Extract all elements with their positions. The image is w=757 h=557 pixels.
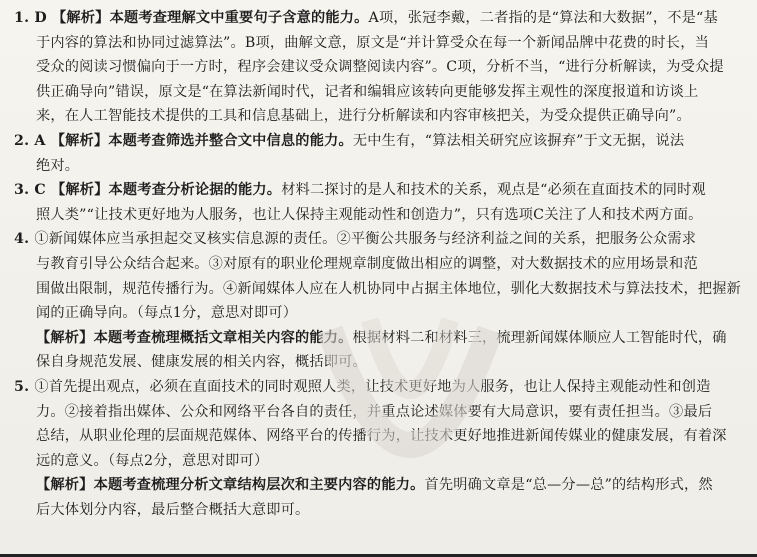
analysis-heading: 本题考查分析论据的能力。: [108, 182, 282, 199]
answer-line: [14, 449, 743, 474]
answer-text: A项，张冠李戴，二者指的是“算法和大数据”，不是“基: [368, 10, 718, 26]
answer-line: [14, 400, 743, 425]
answer-text: 照人类”“让技术更好地为人服务，也让人保持主观能动性和创造力”，只有选项C关注了人和技术两方面。: [36, 206, 703, 223]
answer-line: [14, 178, 743, 203]
answer-item: [14, 375, 743, 523]
answer-text: 与教育引导公众结合起来。③对原有的职业伦理规章制度做出相应的调整，对大数据技术的应用场景和范: [36, 255, 698, 272]
answer-line: [14, 473, 743, 498]
answer-text: 保自身规范发展、健康发展的相关内容，概括即可。: [36, 354, 367, 371]
answer-text: 无中生有，“算法相关研究应该摒弃”于文无据，说法: [352, 132, 685, 149]
answer-line: [14, 55, 743, 80]
answer-line: [14, 277, 743, 302]
answer-text: 于内容的算法和协同过滤算法”。B项，曲解文意，原文是“并计算受众在每一个新闻品牌中花费的时长，当: [36, 34, 709, 51]
item-number: 2. A: [14, 132, 51, 149]
answer-text: 力。②接着指出媒体、公众和网络平台各自的责任，并重点论述媒体要有大局意识，要有责任担当。③最后: [36, 403, 713, 420]
analysis-tag: 【解析】: [52, 10, 110, 26]
analysis-heading: 本题考查梳理概括文章相关内容的能力。: [93, 329, 353, 346]
answer-line: [14, 154, 743, 179]
answer-item: [14, 178, 743, 227]
answer-line: [14, 129, 743, 154]
answer-line: [14, 227, 743, 252]
item-number: 1. D: [14, 10, 52, 26]
analysis-heading: 本题考查筛选并整合文中信息的能力。: [108, 132, 353, 149]
item-number: 4.: [14, 231, 35, 248]
answer-line: [14, 31, 743, 56]
answer-text: 根据材料二和材料三，梳理新闻媒体顺应人工智能时代，确: [352, 329, 727, 346]
answer-text: ①新闻媒体应当承担起交叉核实信息源的责任。②平衡公共服务与经济利益之间的关系，把服务公众需求: [34, 231, 697, 248]
analysis-tag: 【解析】: [50, 182, 109, 199]
answer-line: [14, 203, 743, 228]
analysis-tag: 【解析】: [50, 132, 109, 149]
answer-line: [14, 104, 743, 129]
answer-text: 来，在人工智能技术提供的工具和信息基础上，进行分析解读和内容审核把关，为受众提供正确导向”。: [36, 108, 691, 125]
answer-item: [14, 227, 743, 375]
analysis-tag: 【解析】: [36, 477, 94, 494]
answer-line: [14, 326, 743, 351]
analysis-heading: 本题考查梳理分析文章结构层次和主要内容的能力。: [93, 477, 425, 494]
answer-text: 绝对。: [36, 157, 80, 174]
analysis-heading: 本题考查理解文中重要句子含意的能力。: [109, 10, 369, 26]
answer-text: 材料二探讨的是人和技术的关系，观点是“必须在直面技术的同时观: [281, 182, 706, 199]
answer-line: [14, 301, 743, 326]
answer-item: [14, 129, 743, 178]
item-number: 3. C: [14, 182, 51, 199]
item-number: 5.: [14, 378, 35, 395]
answer-text: 供正确导向”错误，原文是“在算法新闻时代，记者和编辑应该转向更能够发挥主观性的深度报道和访谈上: [36, 83, 699, 100]
answer-line: [14, 375, 743, 400]
answer-line: [14, 350, 743, 375]
answer-line: [14, 80, 743, 105]
answer-text: ①首先提出观点，必须在直面技术的同时观照人类，让技术更好地为人服务，也让人保持主观能动性和创造: [34, 378, 711, 395]
answer-item: [14, 6, 743, 129]
answer-line: [14, 424, 743, 449]
answer-text: 后大体划分内容，最后整合概括大意即可。: [36, 501, 310, 518]
answer-text: 闻的正确导向。（每点1分，意思对即可）: [36, 305, 298, 322]
answer-text: 围做出限制，规范传播行为。④新闻媒体人应在人机协同中占据主体地位，驯化大数据技术与算法技术，把握新: [36, 280, 741, 297]
answer-text: 总结，从职业伦理的层面规范媒体、网络平台的传播行为，让技术更好地推进新闻传媒业的健康发展，有着深: [36, 428, 727, 445]
answer-text: 受众的阅读习惯偏向于一方时，程序会建议受众调整阅读内容”。C项，分析不当，“进行分析解读，为受众提: [36, 59, 724, 76]
answer-line: [14, 6, 743, 31]
answer-content: [14, 6, 743, 522]
answer-line: [14, 252, 743, 277]
answer-line: [14, 498, 743, 523]
answer-text: 首先明确文章是“总—分—总”的结构形式，然: [424, 477, 713, 494]
answer-text: 远的意义。（每点2分，意思对即可）: [36, 452, 269, 469]
analysis-tag: 【解析】: [36, 329, 94, 346]
